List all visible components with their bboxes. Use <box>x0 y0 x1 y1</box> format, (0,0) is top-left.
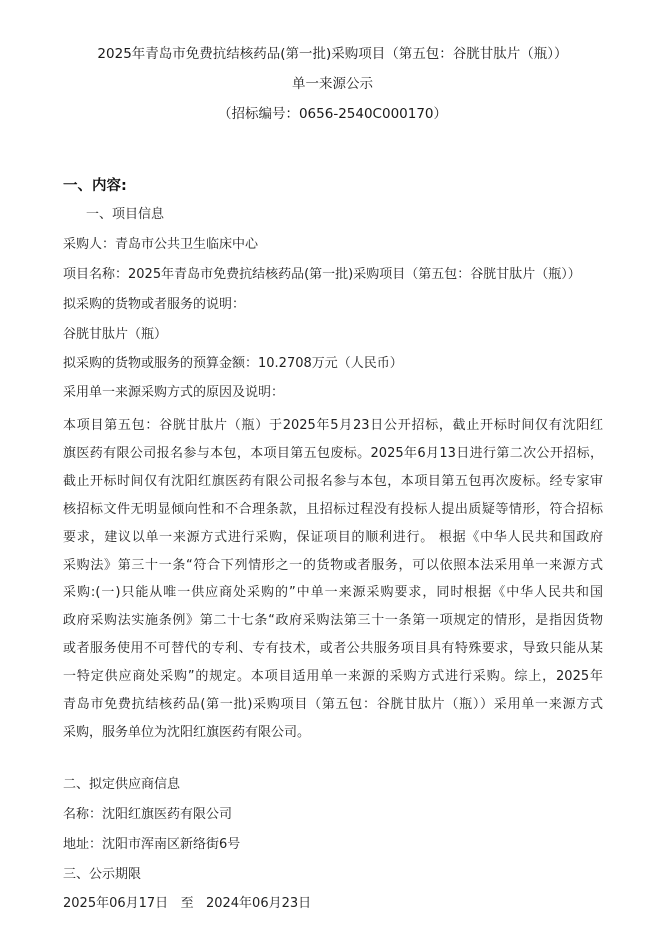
reason-line: 采购:(一)只能从唯一供应商处采购的”中单一来源采购要求，同时根据《中华人民共和国 <box>63 585 603 601</box>
reason-line: 核招标文件无明显倾向性和不合理条款，且招标过程没有投标人提出质疑等情形，符合招标 <box>63 501 603 517</box>
section-heading-period: 三、公示期限 <box>63 867 142 882</box>
goods-description-value: 谷胱甘肽片（瓶） <box>63 327 168 342</box>
reason-line: 采购法》第三十一条“符合下列情形之一的货物或者服务，可以依照本法采用单一来源方式 <box>63 557 603 573</box>
section-heading-content: 一、内容: <box>63 178 127 194</box>
supplier-name: 名称：沈阳红旗医药有限公司 <box>63 807 233 822</box>
purchaser-line: 采购人：青岛市公共卫生临床中心 <box>63 237 259 252</box>
section-heading-supplier: 二、拟定供应商信息 <box>63 777 181 792</box>
project-name-line: 项目名称：2025年青岛市免费抗结核药品(第一批)采购项目（第五包：谷胱甘肽片（瓶）） <box>63 267 581 282</box>
reason-line: 青岛市免费抗结核药品(第一批)采购项目（第五包：谷胱甘肽片（瓶））采用单一来源方式 <box>63 697 603 713</box>
publicity-period: 2025年06月17日 至 2024年06月23日 <box>63 896 312 911</box>
tender-number: （招标编号：0656-2540C000170） <box>217 106 448 122</box>
reason-line: 采购，服务单位为沈阳红旗医药有限公司。 <box>63 724 311 740</box>
budget-line: 拟采购的货物或服务的预算金额：10.2708万元（人民币） <box>63 356 403 371</box>
goods-description-label: 拟采购的货物或者服务的说明： <box>63 297 246 312</box>
reason-line: 或者服务使用不可替代的专利、专有技术，或者公共服务项目具有特殊要求，导致只能从某 <box>63 641 603 657</box>
reason-line: 政府采购法实施条例》第二十七条“政府采购法第三十一条第一项规定的情形，是指因货物 <box>63 613 603 629</box>
subsection-heading-project-info: 一、项目信息 <box>86 207 165 222</box>
document-title: 2025年青岛市免费抗结核药品(第一批)采购项目（第五包：谷胱甘肽片（瓶）） <box>97 46 568 62</box>
reason-paragraph <box>63 412 603 747</box>
reason-label: 采用单一来源采购方式的原因及说明： <box>63 385 285 400</box>
reason-line: 截止开标时间仅有沈阳红旗医药有限公司报名参与本包，本项目第五包再次废标。经专家审 <box>63 473 603 489</box>
document-subtitle: 单一来源公示 <box>292 76 373 92</box>
reason-line: 本项目第五包：谷胱甘肽片（瓶）于2025年5月23日公开招标，截止开标时间仅有沈阳红 <box>63 418 603 433</box>
reason-line: 旗医药有限公司报名参与本包，本项目第五包废标。2025年6月13日进行第二次公开招标， <box>63 445 603 461</box>
supplier-address: 地址：沈阳市浑南区新络街6号 <box>63 837 241 852</box>
reason-line: 要求，建议以单一来源方式进行采购，保证项目的顺利进行。 根据《中华人民共和国政府 <box>63 529 603 545</box>
reason-line: 一特定供应商处采购”的规定。本项目适用单一来源的采购方式进行采购。综上，2025年 <box>63 669 603 685</box>
